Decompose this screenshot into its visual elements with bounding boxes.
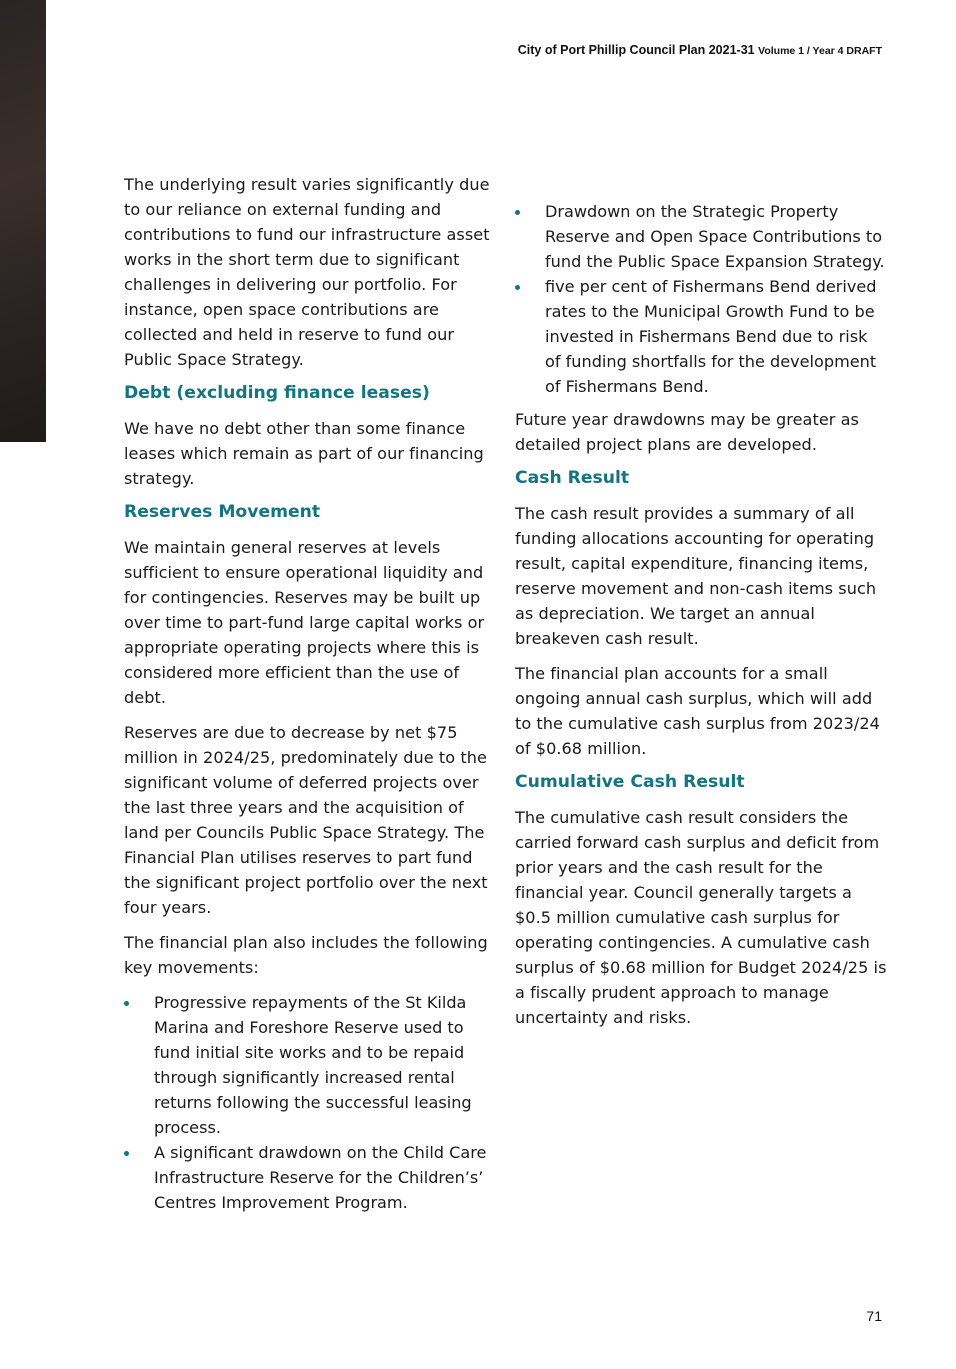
reserves-paragraph-2: Reserves are due to decrease by net $75 million in 2024/25, predominately due to the significant volume of deferred projects over the last three years and the acquisition of land per Councils Public Space Strategy. The Financial Plan utilises reserves to part fund the significant project portfolio over the next four years. bbox=[124, 723, 488, 917]
list-item-text: five per cent of Fishermans Bend derived rates to the Municipal Growth Fund to be invested in Fishermans Bend due to risk of funding shortfalls for the development of Fishermans Bend. bbox=[545, 277, 877, 396]
list-item-text: Progressive repayments of the St Kilda Marina and Foreshore Reserve used to fund initial site works and to be repaid through significantly increased rental returns following the successful leasing process. bbox=[154, 993, 472, 1137]
list-item bbox=[124, 1140, 496, 1215]
future-paragraph: Future year drawdowns may be greater as detailed project plans are developed. bbox=[515, 410, 859, 454]
bullet-icon bbox=[124, 1001, 129, 1006]
reserves-paragraph-1: We maintain general reserves at levels sufficient to ensure operational liquidity and for contingencies. Reserves may be built up over time to part-fund large capital works or appropriate operating projects where this is considered more efficient than the use of debt. bbox=[124, 538, 485, 707]
list-item-text: Drawdown on the Strategic Property Reserve and Open Space Contributions to fund the Public Space Expansion Strategy. bbox=[545, 202, 885, 271]
list-item bbox=[124, 990, 496, 1140]
cumulative-cash-heading: Cumulative Cash Result bbox=[515, 772, 745, 792]
running-header bbox=[518, 43, 882, 57]
decorative-side-strip bbox=[0, 0, 46, 442]
list-item bbox=[515, 199, 887, 274]
intro-paragraph: The underlying result varies significantly due to our reliance on external funding and contributions to fund our infrastructure asset works in the short term due to significant challenges in delivering our portfolio. For instance, open space contributions are collected and held in reserve to fund our Public Space Strategy. bbox=[124, 175, 490, 369]
cumulative-paragraph: The cumulative cash result considers the carried forward cash surplus and deficit from prior years and the cash result for the financial year. Council generally targets a $0.5 million cumulative cash surplus for operating contingencies. A cumulative cash surplus of $0.68 million for Budget 2024/25 is a fiscally prudent approach to manage uncertainty and risks. bbox=[515, 808, 887, 1027]
reserves-heading: Reserves Movement bbox=[124, 502, 321, 522]
movements-intro: The financial plan also includes the following key movements: bbox=[124, 933, 488, 977]
bullet-icon bbox=[515, 210, 520, 215]
debt-paragraph: We have no debt other than some finance leases which remain as part of our financing strategy. bbox=[124, 419, 484, 488]
bullet-icon bbox=[124, 1151, 129, 1156]
list-item bbox=[515, 274, 887, 399]
debt-heading: Debt (excluding finance leases) bbox=[124, 383, 430, 403]
cash-result-heading: Cash Result bbox=[515, 468, 630, 488]
bullet-icon bbox=[515, 285, 520, 290]
right-column bbox=[515, 199, 887, 1040]
cash-paragraph-1: The cash result provides a summary of all funding allocations accounting for operating result, capital expenditure, financing items, reserve movement and non-cash items such as depreciation. We target an annual breakeven cash result. bbox=[515, 504, 877, 648]
key-movements-list bbox=[124, 990, 496, 1215]
left-column bbox=[124, 172, 496, 1223]
header-title: City of Port Phillip Council Plan 2021-31 bbox=[517, 43, 755, 57]
cash-paragraph-2: The financial plan accounts for a small ongoing annual cash surplus, which will add to the cumulative cash surplus from 2023/24 of $0.68 million. bbox=[515, 664, 880, 758]
page-number: 71 bbox=[866, 1308, 882, 1324]
header-volume: Volume 1 / Year 4 DRAFT bbox=[758, 45, 882, 57]
drawdown-list bbox=[515, 199, 887, 399]
list-item-text: A significant drawdown on the Child Care Infrastructure Reserve for the Children’s’ Centres Improvement Program. bbox=[154, 1143, 487, 1212]
